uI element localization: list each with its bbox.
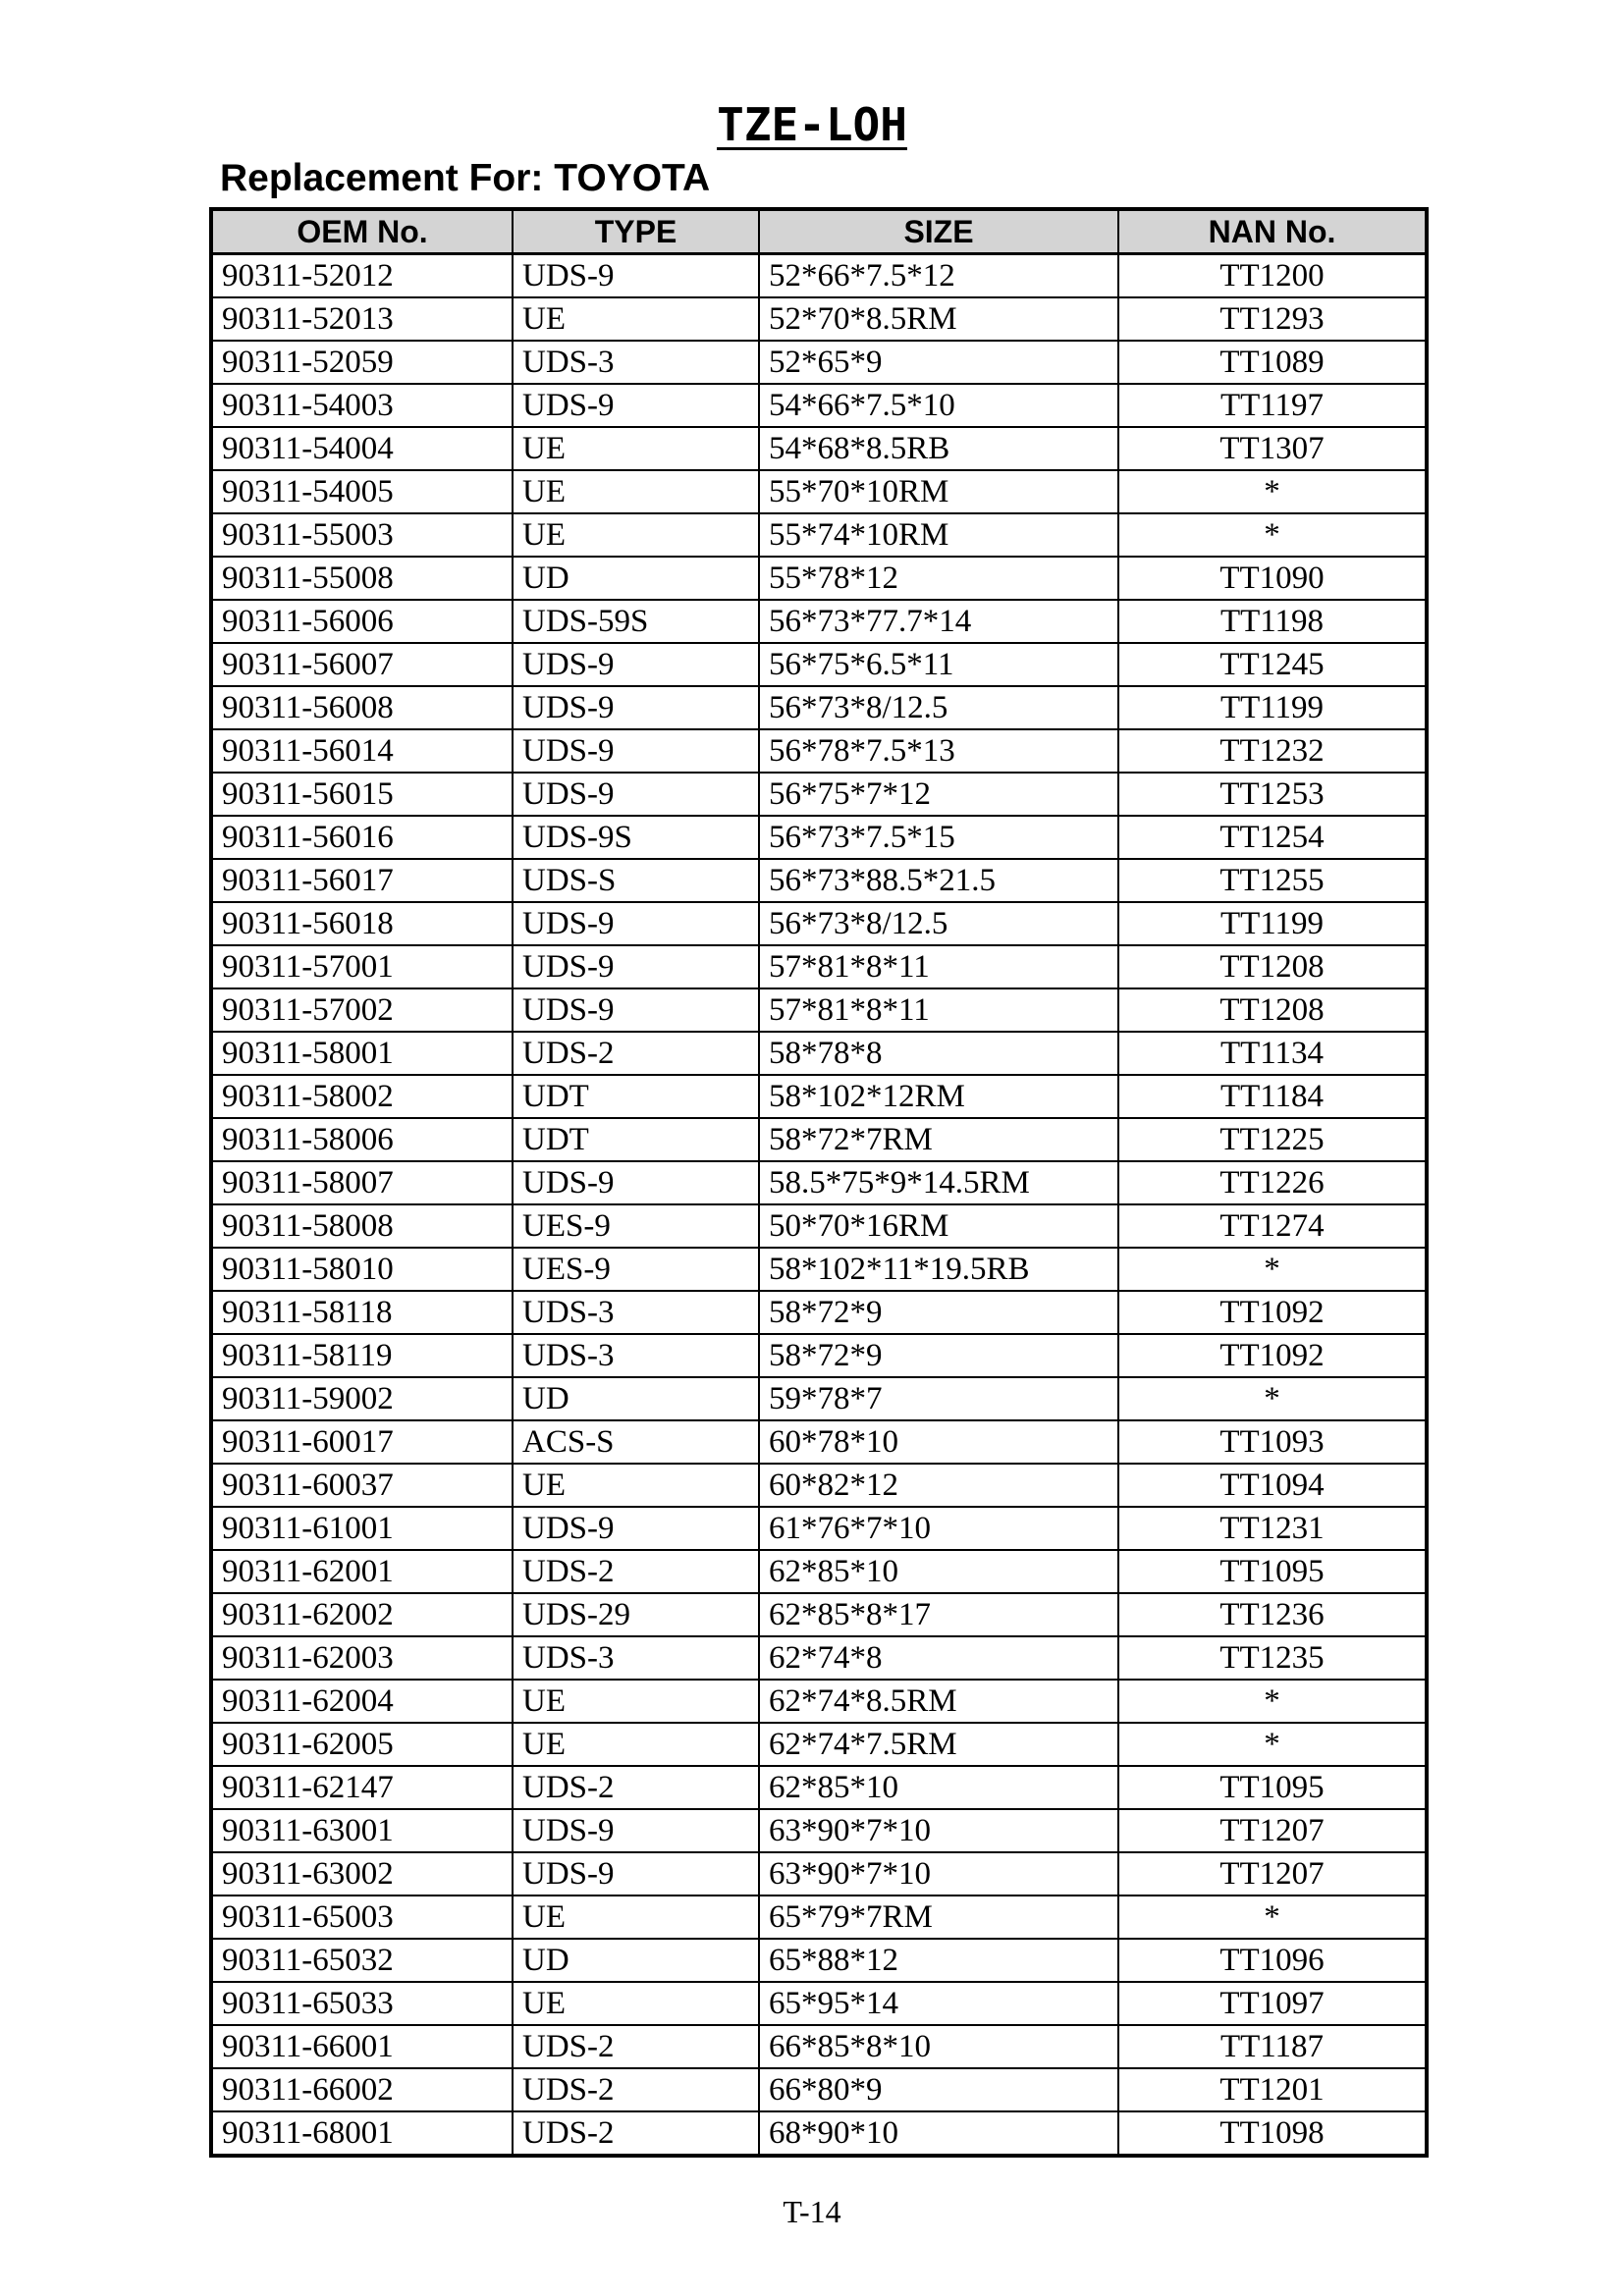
- oem-no-cell: 90311-62003: [211, 1636, 513, 1680]
- oem-no-cell: 90311-58008: [211, 1204, 513, 1248]
- oem-no-cell: 90311-65033: [211, 1982, 513, 2025]
- type-cell: UE: [513, 1680, 759, 1723]
- oem-no-cell: 90311-57001: [211, 945, 513, 988]
- table-row: [211, 1032, 1427, 1075]
- type-cell: UDS-3: [513, 341, 759, 384]
- oem-no-cell: 90311-62005: [211, 1723, 513, 1766]
- size-cell: 62*85*8*17: [759, 1593, 1118, 1636]
- type-cell: UE: [513, 470, 759, 513]
- type-cell: UDT: [513, 1075, 759, 1118]
- nan-no-cell: TT1201: [1118, 2068, 1427, 2111]
- nan-no-cell: TT1208: [1118, 945, 1427, 988]
- table-row: [211, 2111, 1427, 2156]
- size-cell: 62*74*8: [759, 1636, 1118, 1680]
- table-row: [211, 816, 1427, 859]
- size-cell: 55*78*12: [759, 557, 1118, 600]
- oem-no-cell: 90311-56015: [211, 773, 513, 816]
- oem-no-cell: 90311-62001: [211, 1550, 513, 1593]
- oem-no-cell: 90311-52013: [211, 297, 513, 341]
- type-cell: UE: [513, 1982, 759, 2025]
- nan-no-cell: TT1097: [1118, 1982, 1427, 2025]
- nan-no-cell: TT1200: [1118, 254, 1427, 298]
- nan-no-cell: TT1207: [1118, 1809, 1427, 1852]
- size-cell: 52*70*8.5RM: [759, 297, 1118, 341]
- table-row: [211, 988, 1427, 1032]
- nan-no-cell: TT1255: [1118, 859, 1427, 902]
- table-row: [211, 1507, 1427, 1550]
- oem-no-cell: 90311-56008: [211, 686, 513, 729]
- type-cell: UE: [513, 427, 759, 470]
- type-cell: UDS-9: [513, 254, 759, 298]
- oem-no-cell: 90311-66001: [211, 2025, 513, 2068]
- size-cell: 56*73*7.5*15: [759, 816, 1118, 859]
- oem-no-cell: 90311-55008: [211, 557, 513, 600]
- nan-no-cell: TT1089: [1118, 341, 1427, 384]
- table-row: [211, 427, 1427, 470]
- header-row: [211, 209, 1427, 254]
- table-row: [211, 470, 1427, 513]
- table-row: [211, 1420, 1427, 1464]
- nan-no-cell: TT1307: [1118, 427, 1427, 470]
- table-row: [211, 859, 1427, 902]
- column-header-nan-no: NAN No.: [1118, 209, 1427, 254]
- table-row: [211, 1852, 1427, 1896]
- oem-no-cell: 90311-54004: [211, 427, 513, 470]
- nan-no-cell: TT1092: [1118, 1291, 1427, 1334]
- table-row: [211, 1334, 1427, 1377]
- nan-no-cell: TT1093: [1118, 1420, 1427, 1464]
- oem-no-cell: 90311-58006: [211, 1118, 513, 1161]
- oem-no-cell: 90311-62004: [211, 1680, 513, 1723]
- column-header-oem-no: OEM No.: [211, 209, 513, 254]
- table-row: [211, 686, 1427, 729]
- oem-no-cell: 90311-62147: [211, 1766, 513, 1809]
- oem-no-cell: 90311-57002: [211, 988, 513, 1032]
- size-cell: 63*90*7*10: [759, 1852, 1118, 1896]
- size-cell: 56*73*77.7*14: [759, 600, 1118, 643]
- type-cell: UDS-S: [513, 859, 759, 902]
- size-cell: 65*79*7RM: [759, 1896, 1118, 1939]
- nan-no-cell: TT1207: [1118, 1852, 1427, 1896]
- type-cell: UES-9: [513, 1248, 759, 1291]
- size-cell: 60*82*12: [759, 1464, 1118, 1507]
- oem-no-cell: 90311-58007: [211, 1161, 513, 1204]
- nan-no-cell: TT1235: [1118, 1636, 1427, 1680]
- type-cell: UDS-9: [513, 643, 759, 686]
- type-cell: UDS-2: [513, 2025, 759, 2068]
- type-cell: UDS-9: [513, 1161, 759, 1204]
- column-header-size: SIZE: [759, 209, 1118, 254]
- nan-no-cell: TT1090: [1118, 557, 1427, 600]
- size-cell: 66*85*8*10: [759, 2025, 1118, 2068]
- size-cell: 54*68*8.5RB: [759, 427, 1118, 470]
- table-row: [211, 1118, 1427, 1161]
- size-cell: 50*70*16RM: [759, 1204, 1118, 1248]
- nan-no-cell: TT1293: [1118, 297, 1427, 341]
- oem-no-cell: 90311-54003: [211, 384, 513, 427]
- nan-no-cell: TT1236: [1118, 1593, 1427, 1636]
- table-row: [211, 1636, 1427, 1680]
- oem-no-cell: 90311-63002: [211, 1852, 513, 1896]
- page-subtitle: Replacement For: TOYOTA: [220, 157, 711, 199]
- size-cell: 65*95*14: [759, 1982, 1118, 2025]
- type-cell: UDS-2: [513, 1550, 759, 1593]
- type-cell: UDS-9: [513, 1852, 759, 1896]
- table-row: [211, 729, 1427, 773]
- nan-no-cell: TT1095: [1118, 1550, 1427, 1593]
- type-cell: UDS-2: [513, 2068, 759, 2111]
- size-cell: 57*81*8*11: [759, 988, 1118, 1032]
- table-row: [211, 2068, 1427, 2111]
- table-row: [211, 1204, 1427, 1248]
- size-cell: 62*85*10: [759, 1550, 1118, 1593]
- type-cell: UDS-9: [513, 945, 759, 988]
- nan-no-cell: TT1199: [1118, 902, 1427, 945]
- size-cell: 62*85*10: [759, 1766, 1118, 1809]
- table-header: [211, 209, 1427, 254]
- oem-no-cell: 90311-56007: [211, 643, 513, 686]
- nan-no-cell: *: [1118, 1680, 1427, 1723]
- oem-no-cell: 90311-58001: [211, 1032, 513, 1075]
- table-row: [211, 341, 1427, 384]
- type-cell: ACS-S: [513, 1420, 759, 1464]
- oem-no-cell: 90311-56006: [211, 600, 513, 643]
- oem-no-cell: 90311-56017: [211, 859, 513, 902]
- table-row: [211, 1377, 1427, 1420]
- size-cell: 56*78*7.5*13: [759, 729, 1118, 773]
- type-cell: UDS-59S: [513, 600, 759, 643]
- oem-no-cell: 90311-52059: [211, 341, 513, 384]
- nan-no-cell: TT1232: [1118, 729, 1427, 773]
- size-cell: 56*73*88.5*21.5: [759, 859, 1118, 902]
- table-row: [211, 1982, 1427, 2025]
- size-cell: 58*72*7RM: [759, 1118, 1118, 1161]
- parts-table: [209, 207, 1429, 2158]
- size-cell: 52*65*9: [759, 341, 1118, 384]
- nan-no-cell: *: [1118, 513, 1427, 557]
- size-cell: 52*66*7.5*12: [759, 254, 1118, 298]
- nan-no-cell: TT1245: [1118, 643, 1427, 686]
- nan-no-cell: TT1098: [1118, 2111, 1427, 2156]
- nan-no-cell: TT1198: [1118, 600, 1427, 643]
- size-cell: 58*72*9: [759, 1334, 1118, 1377]
- table-row: [211, 1550, 1427, 1593]
- oem-no-cell: 90311-65003: [211, 1896, 513, 1939]
- table-body: [211, 254, 1427, 2157]
- oem-no-cell: 90311-60017: [211, 1420, 513, 1464]
- oem-no-cell: 90311-58010: [211, 1248, 513, 1291]
- table-row: [211, 1248, 1427, 1291]
- oem-no-cell: 90311-65032: [211, 1939, 513, 1982]
- page-number: T-14: [783, 2194, 841, 2229]
- nan-no-cell: TT1199: [1118, 686, 1427, 729]
- table-row: [211, 557, 1427, 600]
- size-cell: 57*81*8*11: [759, 945, 1118, 988]
- size-cell: 56*75*7*12: [759, 773, 1118, 816]
- oem-no-cell: 90311-66002: [211, 2068, 513, 2111]
- type-cell: UDS-9S: [513, 816, 759, 859]
- nan-no-cell: *: [1118, 470, 1427, 513]
- nan-no-cell: TT1274: [1118, 1204, 1427, 1248]
- nan-no-cell: TT1197: [1118, 384, 1427, 427]
- table-row: [211, 1161, 1427, 1204]
- size-cell: 62*74*8.5RM: [759, 1680, 1118, 1723]
- type-cell: UDS-2: [513, 1766, 759, 1809]
- column-header-type: TYPE: [513, 209, 759, 254]
- oem-no-cell: 90311-58119: [211, 1334, 513, 1377]
- size-cell: 63*90*7*10: [759, 1809, 1118, 1852]
- oem-no-cell: 90311-52012: [211, 254, 513, 298]
- type-cell: UDS-9: [513, 902, 759, 945]
- table-row: [211, 902, 1427, 945]
- nan-no-cell: TT1225: [1118, 1118, 1427, 1161]
- type-cell: UDS-9: [513, 773, 759, 816]
- oem-no-cell: 90311-60037: [211, 1464, 513, 1507]
- type-cell: UDS-3: [513, 1334, 759, 1377]
- type-cell: UE: [513, 1464, 759, 1507]
- type-cell: UDS-3: [513, 1291, 759, 1334]
- oem-no-cell: 90311-58002: [211, 1075, 513, 1118]
- oem-no-cell: 90311-59002: [211, 1377, 513, 1420]
- nan-no-cell: *: [1118, 1896, 1427, 1939]
- nan-no-cell: TT1226: [1118, 1161, 1427, 1204]
- type-cell: UD: [513, 1939, 759, 1982]
- table-row: [211, 773, 1427, 816]
- type-cell: UDS-29: [513, 1593, 759, 1636]
- table-row: [211, 600, 1427, 643]
- table-row: [211, 1723, 1427, 1766]
- oem-no-cell: 90311-56016: [211, 816, 513, 859]
- type-cell: UDS-9: [513, 988, 759, 1032]
- nan-no-cell: *: [1118, 1723, 1427, 1766]
- table-row: [211, 297, 1427, 341]
- oem-no-cell: 90311-68001: [211, 2111, 513, 2156]
- type-cell: UE: [513, 513, 759, 557]
- size-cell: 58*102*11*19.5RB: [759, 1248, 1118, 1291]
- size-cell: 58*102*12RM: [759, 1075, 1118, 1118]
- nan-no-cell: TT1187: [1118, 2025, 1427, 2068]
- table-row: [211, 945, 1427, 988]
- size-cell: 61*76*7*10: [759, 1507, 1118, 1550]
- table-row: [211, 643, 1427, 686]
- type-cell: UDT: [513, 1118, 759, 1161]
- type-cell: UE: [513, 1723, 759, 1766]
- oem-no-cell: 90311-63001: [211, 1809, 513, 1852]
- table-row: [211, 2025, 1427, 2068]
- type-cell: UDS-2: [513, 1032, 759, 1075]
- table-row: [211, 1809, 1427, 1852]
- nan-no-cell: TT1096: [1118, 1939, 1427, 1982]
- table-row: [211, 384, 1427, 427]
- oem-no-cell: 90311-55003: [211, 513, 513, 557]
- type-cell: UDS-9: [513, 729, 759, 773]
- nan-no-cell: *: [1118, 1248, 1427, 1291]
- table-row: [211, 513, 1427, 557]
- size-cell: 56*73*8/12.5: [759, 686, 1118, 729]
- type-cell: UES-9: [513, 1204, 759, 1248]
- type-cell: UE: [513, 1896, 759, 1939]
- size-cell: 59*78*7: [759, 1377, 1118, 1420]
- type-cell: UD: [513, 1377, 759, 1420]
- size-cell: 55*74*10RM: [759, 513, 1118, 557]
- type-cell: UDS-2: [513, 2111, 759, 2156]
- size-cell: 65*88*12: [759, 1939, 1118, 1982]
- size-cell: 62*74*7.5RM: [759, 1723, 1118, 1766]
- nan-no-cell: TT1254: [1118, 816, 1427, 859]
- nan-no-cell: TT1134: [1118, 1032, 1427, 1075]
- table-row: [211, 1766, 1427, 1809]
- oem-no-cell: 90311-56018: [211, 902, 513, 945]
- oem-no-cell: 90311-58118: [211, 1291, 513, 1334]
- table-row: [211, 1939, 1427, 1982]
- nan-no-cell: TT1095: [1118, 1766, 1427, 1809]
- size-cell: 58*72*9: [759, 1291, 1118, 1334]
- size-cell: 58*78*8: [759, 1032, 1118, 1075]
- table-row: [211, 1896, 1427, 1939]
- size-cell: 55*70*10RM: [759, 470, 1118, 513]
- size-cell: 54*66*7.5*10: [759, 384, 1118, 427]
- type-cell: UDS-3: [513, 1636, 759, 1680]
- table-row: [211, 1464, 1427, 1507]
- nan-no-cell: TT1092: [1118, 1334, 1427, 1377]
- oem-no-cell: 90311-56014: [211, 729, 513, 773]
- oem-no-cell: 90311-62002: [211, 1593, 513, 1636]
- table-row: [211, 1075, 1427, 1118]
- nan-no-cell: TT1231: [1118, 1507, 1427, 1550]
- size-cell: 66*80*9: [759, 2068, 1118, 2111]
- size-cell: 68*90*10: [759, 2111, 1118, 2156]
- nan-no-cell: *: [1118, 1377, 1427, 1420]
- nan-no-cell: TT1208: [1118, 988, 1427, 1032]
- type-cell: UDS-9: [513, 1507, 759, 1550]
- oem-no-cell: 90311-61001: [211, 1507, 513, 1550]
- nan-no-cell: TT1094: [1118, 1464, 1427, 1507]
- size-cell: 56*75*6.5*11: [759, 643, 1118, 686]
- type-cell: UE: [513, 297, 759, 341]
- table-row: [211, 254, 1427, 298]
- size-cell: 58.5*75*9*14.5RM: [759, 1161, 1118, 1204]
- size-cell: 56*73*8/12.5: [759, 902, 1118, 945]
- type-cell: UD: [513, 557, 759, 600]
- type-cell: UDS-9: [513, 384, 759, 427]
- size-cell: 60*78*10: [759, 1420, 1118, 1464]
- table-row: [211, 1291, 1427, 1334]
- table-row: [211, 1680, 1427, 1723]
- nan-no-cell: TT1253: [1118, 773, 1427, 816]
- page-title: TZE-LOH: [717, 98, 907, 151]
- type-cell: UDS-9: [513, 1809, 759, 1852]
- table-row: [211, 1593, 1427, 1636]
- oem-no-cell: 90311-54005: [211, 470, 513, 513]
- nan-no-cell: TT1184: [1118, 1075, 1427, 1118]
- type-cell: UDS-9: [513, 686, 759, 729]
